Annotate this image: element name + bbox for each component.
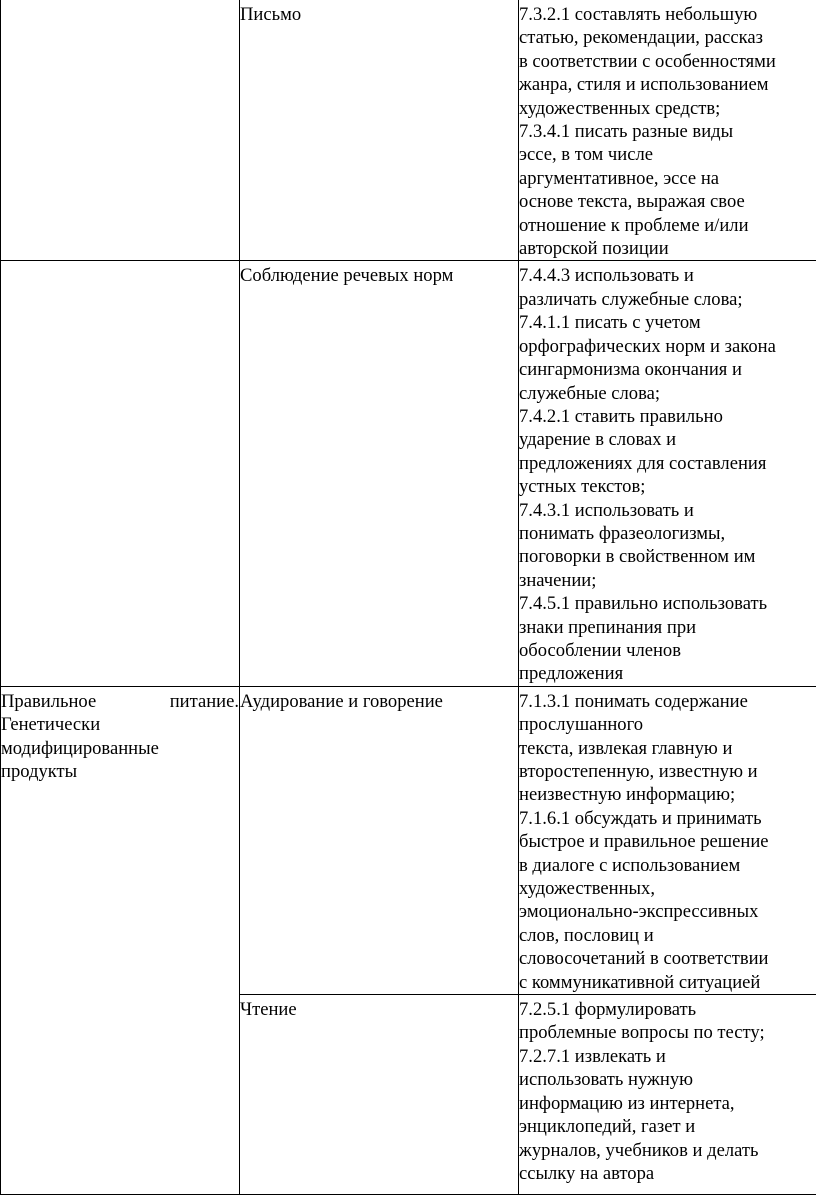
topic-line: Генетически	[1, 713, 239, 736]
goal-line: 7.3.4.1 писать разные виды	[519, 120, 816, 143]
skill-label: Чтение	[240, 999, 297, 1020]
goal-line: текста, извлекая главную и	[519, 737, 816, 760]
goal-line: отношение к проблеме и/или	[519, 214, 816, 237]
goal-line: обособлении членов	[519, 639, 816, 662]
goal-line: 7.2.7.1 извлекать и	[519, 1045, 816, 1068]
goal-line: словосочетаний в соответствии	[519, 947, 816, 970]
goal-line: слов, пословиц и	[519, 924, 816, 947]
goal-line: информацию из интернета,	[519, 1092, 816, 1115]
topic-word: питание.	[170, 690, 239, 713]
skill-label: Письмо	[240, 4, 301, 25]
goal-line: журналов, учебников и делать	[519, 1139, 816, 1162]
goal-line: служебные слова;	[519, 382, 816, 405]
goal-line: быстрое и правильное решение	[519, 830, 816, 853]
goal-line: ссылку на автора	[519, 1162, 816, 1185]
topic-line: продукты	[1, 760, 239, 783]
goal-line: значении;	[519, 569, 816, 592]
skill-label: Аудирование и говорение	[240, 691, 443, 712]
skill-cell	[240, 261, 519, 686]
goal-line: 7.4.5.1 правильно использовать	[519, 592, 816, 615]
goal-line: ударение в словах и	[519, 428, 816, 451]
skill-cell	[240, 686, 519, 994]
topic-cell-empty	[1, 0, 240, 261]
goal-line: с коммуникативной ситуацией	[519, 971, 816, 994]
goal-line: использовать нужную	[519, 1068, 816, 1091]
table-row	[1, 0, 816, 261]
goal-line: различать служебные слова;	[519, 288, 816, 311]
goal-line: основе текста, выражая свое	[519, 190, 816, 213]
goals-cell	[519, 686, 816, 994]
goal-line: сингармонизма окончания и	[519, 358, 816, 381]
goal-line: проблемные вопросы по тесту;	[519, 1021, 816, 1044]
goals-cell	[519, 995, 816, 1195]
topic-line	[1, 690, 239, 713]
goal-line: в соответствии с особенностями	[519, 50, 816, 73]
goal-line: художественных средств;	[519, 97, 816, 120]
goal-line: 7.1.3.1 понимать содержание	[519, 690, 816, 713]
goal-line: понимать фразеологизмы,	[519, 522, 816, 545]
table-row	[1, 261, 816, 686]
goal-line: энциклопедий, газет и	[519, 1115, 816, 1138]
goals-cell	[519, 0, 816, 261]
goal-line: статью, рекомендации, рассказ	[519, 26, 816, 49]
goal-line: неизвестную информацию;	[519, 783, 816, 806]
goal-line: предложениях для составления	[519, 452, 816, 475]
goal-line: эмоционально-экспрессивных	[519, 900, 816, 923]
goal-line: художественных,	[519, 877, 816, 900]
goal-line: устных текстов;	[519, 475, 816, 498]
skill-cell	[240, 0, 519, 261]
goals-cell	[519, 261, 816, 686]
goal-line: 7.1.6.1 обсуждать и принимать	[519, 807, 816, 830]
goal-line: второстепенную, известную и	[519, 760, 816, 783]
topic-cell-empty	[1, 261, 240, 686]
goal-line: аргументативное, эссе на	[519, 167, 816, 190]
skill-label: Соблюдение речевых норм	[240, 265, 453, 286]
goal-line: 7.4.1.1 писать с учетом	[519, 311, 816, 334]
topic-cell	[1, 686, 240, 1194]
topic-word: Правильное	[1, 690, 96, 713]
goal-line: авторской позиции	[519, 237, 816, 260]
goal-line: 7.4.3.1 использовать и	[519, 499, 816, 522]
skill-cell	[240, 995, 519, 1195]
goal-line: поговорки в свойственном им	[519, 545, 816, 568]
goal-line: 7.4.4.3 использовать и	[519, 264, 816, 287]
topic-line: модифицированные	[1, 737, 239, 760]
goal-line: знаки препинания при	[519, 616, 816, 639]
goal-line: 7.2.5.1 формулировать	[519, 998, 816, 1021]
goal-line: предложения	[519, 662, 816, 685]
goal-line: прослушанного	[519, 713, 816, 736]
goal-line: жанра, стиля и использованием	[519, 73, 816, 96]
goal-line: в диалоге с использованием	[519, 854, 816, 877]
goal-line: 7.4.2.1 ставить правильно	[519, 405, 816, 428]
goal-line: орфографических норм и закона	[519, 335, 816, 358]
table-row	[1, 686, 816, 994]
goal-line: эссе, в том числе	[519, 143, 816, 166]
goal-line: 7.3.2.1 составлять небольшую	[519, 3, 816, 26]
